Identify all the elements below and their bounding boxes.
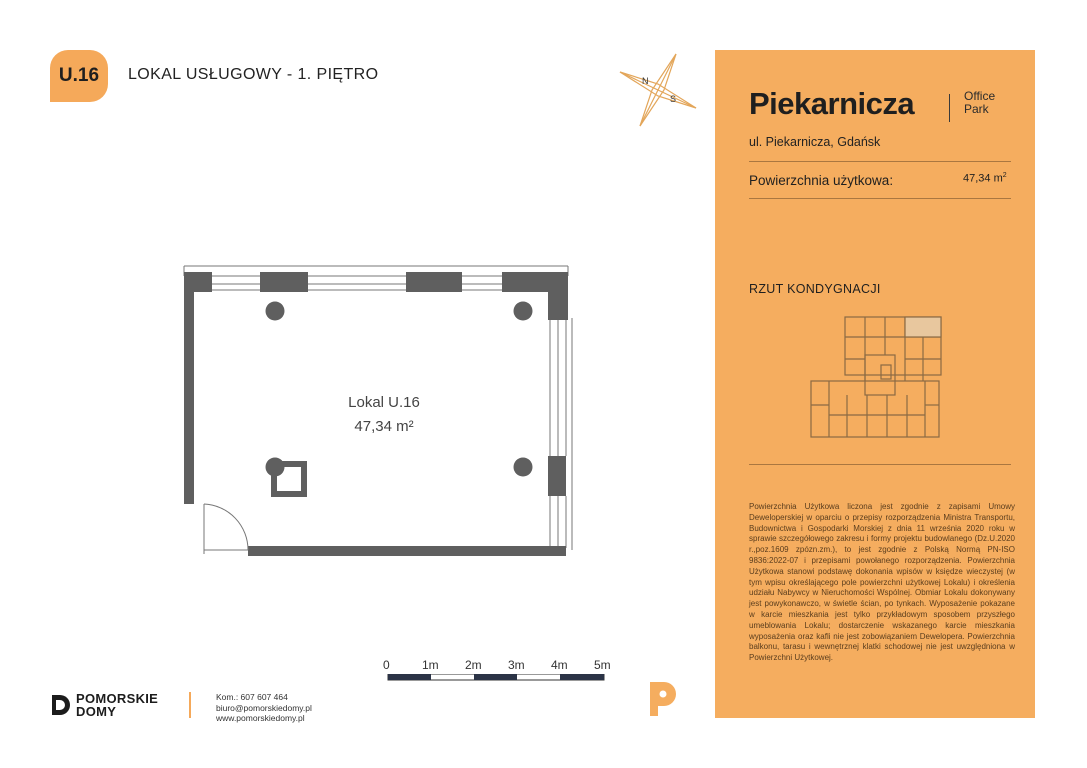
unit-code-badge <box>50 50 108 102</box>
logo-divider <box>949 94 950 122</box>
room-area: 47,34 m² <box>354 418 414 435</box>
divider-rule <box>749 464 1011 465</box>
compass-north: N <box>642 76 649 86</box>
office-park-line-2: Park <box>964 102 989 116</box>
scale-bar <box>383 658 616 688</box>
contact-website[interactable]: www.pomorskiedomy.pl <box>216 713 305 723</box>
address: ul. Piekarnicza, Gdańsk <box>749 135 881 149</box>
room-name: Lokal U.16 <box>348 394 420 411</box>
scale-label-1: 1m <box>422 658 439 672</box>
keyplan-image <box>807 315 947 445</box>
brand-line-1: POMORSKIE <box>76 691 159 706</box>
area-label: Powierzchnia użytkowa: <box>749 173 894 188</box>
scale-label-2: 2m <box>465 658 482 672</box>
scale-label-0: 0 <box>383 658 390 672</box>
contact-email[interactable]: biuro@pomorskiedomy.pl <box>216 702 312 713</box>
piekarnicza-logo: Piekarnicza <box>749 86 915 121</box>
compass-south: S <box>670 94 677 104</box>
scale-label-5: 5m <box>594 658 611 672</box>
area-value <box>963 172 1007 185</box>
pomorskie-domy-logo <box>50 692 158 718</box>
floor-plan <box>176 260 586 565</box>
disclaimer-text: Powierzchnia Użytkowa liczona jest zgodnie z zapisami Umowy Deweloperskiej w oparciu o przepisy rozporządzenia Ministra Transportu, Budownictwa i Gospodarki Morskiej z dnia 11 września 2020 roku w sprawie szczegółowego zakresu i formy projektu budowlanego (Dz.U.2020 r.,poz.1609 zpózn.zm.), to jest zgodnie z Polską Normą PN-ISO 9836:2022-07 i przepisami powołanego rozporządzenia. Powierzchnia Użytkowa stanowi podstawę dokonania wpisów w księdze wieczystej (w tym wpisu określającego pole powierzchni użytkowej Lokalu) i określenia udziału Nabywcy w Nieruchomości Wspólnej. Obmiar Lokalu dokonywany jest powykonawczo, w świetle ścian, po tynkach. Wyposażenie pokazane w karcie mieszkania jest tylko przykładowym sposobem przyszłego umeblowania Lokalu; dostarczenie wskazanego karcie mieszkania wyposażenia oraz kafli nie jest zobowiązaniem Dewelopera. Powierzchnia balkonu, tarasu i wewnętrznej klatki schodowej nie jest uwzględniona w Powierzchni Użytkowej. <box>749 502 1015 663</box>
floor-plan-title: RZUT KONDYGNACJI <box>749 282 881 296</box>
piekarnicza-p-icon <box>648 680 678 718</box>
scale-label-4: 4m <box>551 658 568 672</box>
scale-bar-graphic <box>386 674 616 682</box>
divider-rule <box>749 198 1011 199</box>
unit-title: LOKAL USŁUGOWY - 1. PIĘTRO <box>128 66 379 83</box>
pomorskie-domy-logo-icon <box>50 693 70 717</box>
area-value-number: 47,34 m <box>963 172 1003 185</box>
scale-label-3: 3m <box>508 658 525 672</box>
brand-line-2: DOMY <box>76 704 117 719</box>
area-unit-sup: 2 <box>1002 172 1007 179</box>
divider-rule <box>749 161 1011 162</box>
footer-divider <box>189 692 191 718</box>
contact-info <box>216 692 312 724</box>
contact-phone: Kom.: 607 607 464 <box>216 692 288 702</box>
office-park-line-1: Office <box>964 89 996 103</box>
compass-icon <box>618 50 698 130</box>
unit-code: U.16 <box>58 65 100 86</box>
office-park-label <box>964 90 995 116</box>
info-panel <box>715 50 1035 718</box>
